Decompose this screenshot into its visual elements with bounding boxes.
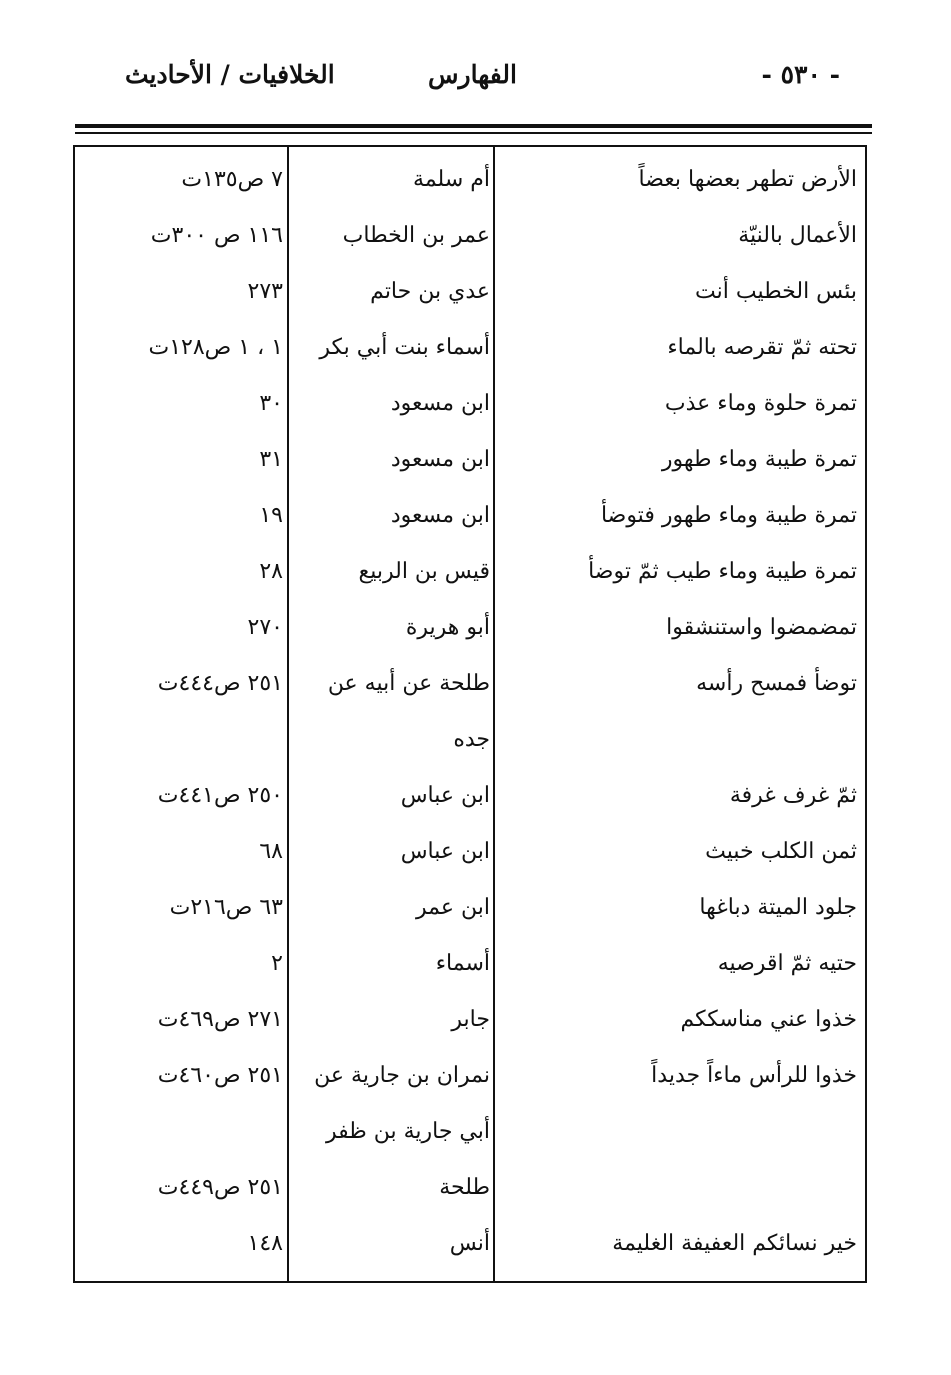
hadith-cell: حتيه ثمّ اقرصيه xyxy=(717,951,857,976)
reference-cell xyxy=(83,1105,283,1159)
table-row xyxy=(75,937,865,991)
table-row xyxy=(75,601,865,655)
hadith-index-table xyxy=(73,145,867,1283)
reference-cell: ٧ ص١٣٥ت xyxy=(181,167,283,192)
header-rule-thick xyxy=(75,124,872,128)
narrator-cell: ابن مسعود xyxy=(390,503,490,528)
narrator-cell: ابن مسعود xyxy=(390,447,490,472)
reference-cell: ٢ xyxy=(271,951,283,976)
reference-cell: ٦٣ ص٢١٦ت xyxy=(169,895,283,920)
reference-cell: ٣١ xyxy=(259,447,283,472)
narrator-cell: أسماء بنت أبي بكر xyxy=(319,335,490,360)
page-title: الفهارس xyxy=(428,60,517,89)
hadith-cell: توضأ فمسح رأسه xyxy=(696,671,857,696)
narrator-cell: عمر بن الخطاب xyxy=(342,223,490,248)
reference-cell: ٢٥١ ص٤٤٩ت xyxy=(157,1175,283,1200)
hadith-cell: ثمّ غرف غرفة xyxy=(729,783,857,808)
table-row xyxy=(75,825,865,879)
table-row xyxy=(75,657,865,711)
table-row xyxy=(75,1161,865,1215)
table-row xyxy=(75,265,865,319)
table-row xyxy=(75,881,865,935)
reference-cell: ٢٧٠ xyxy=(247,615,283,640)
narrator-cell: أبو هريرة xyxy=(405,615,490,640)
narrator-cell: ابن عباس xyxy=(400,839,490,864)
narrator-cell: طلحة عن أبيه عن xyxy=(327,671,490,696)
table-row xyxy=(75,545,865,599)
hadith-cell xyxy=(497,1105,857,1159)
hadith-cell: تمرة حلوة وماء عذب xyxy=(664,391,857,416)
table-row xyxy=(75,489,865,543)
narrator-cell: ابن مسعود xyxy=(390,391,490,416)
hadith-cell: خذوا عني مناسككم xyxy=(680,1007,857,1032)
reference-cell: ٢٥١ ص٤٦٠ت xyxy=(157,1063,283,1088)
narrator-cell: قيس بن الربيع xyxy=(358,559,490,584)
table-row xyxy=(75,1049,865,1103)
table-row xyxy=(75,321,865,375)
narrator-cell: أسماء xyxy=(435,951,490,976)
hadith-cell: الأعمال بالنيّة xyxy=(738,223,857,248)
reference-cell: ٦٨ xyxy=(259,839,283,864)
table-row xyxy=(75,377,865,431)
narrator-cell: جابر xyxy=(451,1007,490,1032)
hadith-cell xyxy=(497,713,857,767)
hadith-cell xyxy=(497,1161,857,1215)
reference-cell: ٢٧٣ xyxy=(247,279,283,304)
hadith-cell: تحته ثمّ تقرصه بالماء xyxy=(667,335,857,360)
narrator-cell: نمران بن جارية عن xyxy=(314,1063,490,1088)
hadith-cell: الأرض تطهر بعضها بعضاً xyxy=(638,167,857,192)
hadith-cell: تمرة طيبة وماء طهور فتوضأ xyxy=(600,503,857,528)
reference-cell: ٢٨ xyxy=(259,559,283,584)
narrator-cell: ابن عباس xyxy=(400,783,490,808)
reference-cell xyxy=(83,713,283,767)
table-row xyxy=(75,1105,865,1159)
reference-cell: ١٤٨ xyxy=(247,1231,283,1256)
hadith-cell: ثمن الكلب خبيث xyxy=(705,839,857,864)
reference-cell: ١ ، ١ ص١٢٨ت xyxy=(148,335,283,360)
reference-cell: ٣٠ xyxy=(259,391,283,416)
section-title: الخلافيات / الأحاديث xyxy=(125,60,335,89)
header-rule-thin xyxy=(75,132,872,134)
table-row xyxy=(75,1217,865,1271)
page-header xyxy=(75,52,870,98)
narrator-cell: ابن عمر xyxy=(416,895,490,920)
hadith-cell: تمرة طيبة وماء طهور xyxy=(661,447,857,472)
narrator-cell: جده xyxy=(453,727,490,752)
table-row xyxy=(75,153,865,207)
reference-cell: ١٩ xyxy=(259,503,283,528)
reference-cell: ١١٦ ص ٣٠٠ت xyxy=(150,223,283,248)
narrator-cell: أم سلمة xyxy=(413,167,490,192)
narrator-cell: عدي بن حاتم xyxy=(370,279,490,304)
table-row xyxy=(75,993,865,1047)
reference-cell: ٢٧١ ص٤٦٩ت xyxy=(157,1007,283,1032)
table-row xyxy=(75,433,865,487)
hadith-cell: تمضمضوا واستنشقوا xyxy=(666,615,857,640)
table-row xyxy=(75,713,865,767)
page-number: - ٥٣٠ - xyxy=(761,60,840,89)
narrator-cell: أنس xyxy=(449,1231,490,1256)
narrator-cell: طلحة xyxy=(439,1175,490,1200)
hadith-cell: تمرة طيبة وماء طيب ثمّ توضأ xyxy=(588,559,857,584)
table-row xyxy=(75,769,865,823)
hadith-cell: خذوا للرأس ماءاً جديداً xyxy=(651,1063,857,1088)
reference-cell: ٢٥٠ ص٤٤١ت xyxy=(157,783,283,808)
hadith-cell: بئس الخطيب أنت xyxy=(695,279,857,304)
narrator-cell: أبي جارية بن ظفر xyxy=(325,1119,490,1144)
reference-cell: ٢٥١ ص٤٤٤ت xyxy=(157,671,283,696)
hadith-cell: خير نسائكم العفيفة الغليمة xyxy=(612,1231,857,1256)
hadith-cell: جلود الميتة دباغها xyxy=(699,895,857,920)
table-row xyxy=(75,209,865,263)
